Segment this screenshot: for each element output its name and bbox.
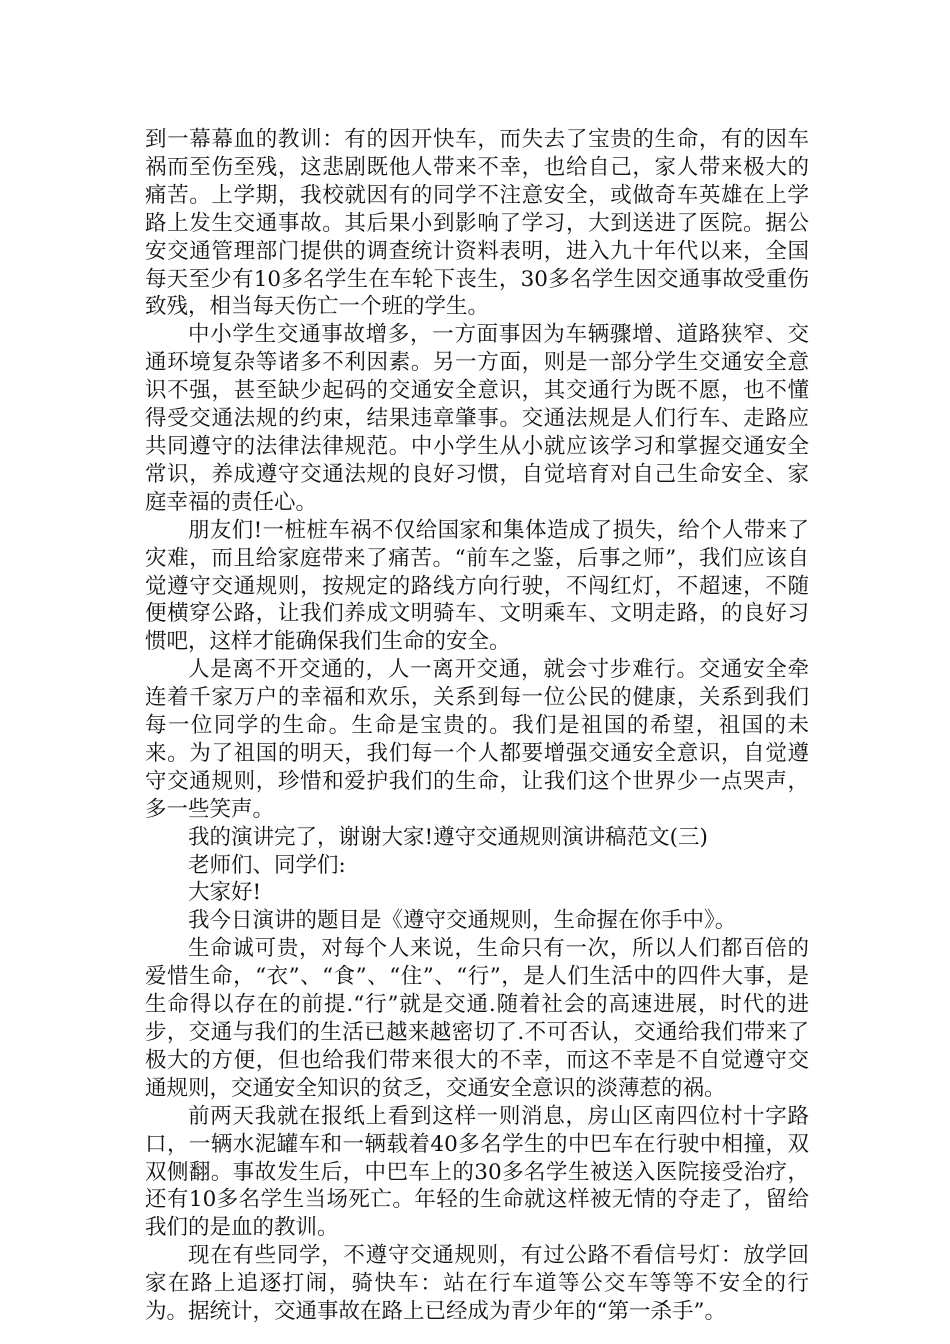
paragraph: 前两天我就在报纸上看到这样一则消息，房山区南四位村十字路口，一辆水泥罐车和一辆载着40多名学生的中巴车在行驶中相撞，双双侧翻。事故发生后，中巴车上的30多名学生被送入医院接受治疗，还有10多名学生当场死亡。年轻的生命就这样被无情的夺走了，留给我们的是血的教训。 xyxy=(145,1103,809,1241)
paragraph: 中小学生交通事故增多，一方面事因为车辆骤增、道路狭窄、交通环境复杂等诸多不利因素。另一方面，则是一部分学生交通安全意识不强，甚至缺少起码的交通安全意识，其交通行为既不愿，也不懂得受交通法规的约束，结果违章肇事。交通法规是人们行车、走路应共同遵守的法律法律规范。中小学生从小就应该学习和掌握交通安全常识，养成遵守交通法规的良好习惯，自觉培育对自己生命安全、家庭幸福的责任心。 xyxy=(145,322,809,515)
paragraph: 我的演讲完了，谢谢大家!遵守交通规则演讲稿范文(三) xyxy=(188,824,708,850)
paragraph: 朋友们!一桩桩车祸不仅给国家和集体造成了损失，给个人带来了灾难，而且给家庭带来了痛苦。“前车之鉴，后事之师”，我们应该自觉遵守交通规则，按规定的路线方向行驶，不闯红灯，不超速，不随便横穿公路，让我们养成文明骑车、文明乘车、文明走路，的良好习惯吧，这样才能确保我们生命的安全。 xyxy=(145,517,809,655)
paragraph: 大家好! xyxy=(188,880,262,906)
paragraph: 到一幕幕血的教训：有的因开快车，而失去了宝贵的生命，有的因车祸而至伤至残，这悲剧既他人带来不幸，也给自己，家人带来极大的痛苦。上学期，我校就因有的同学不注意安全，或做奇车英雄在上学路上发生交通事故。其后果小到影响了学习，大到送进了医院。据公安交通管理部门提供的调查统计资料表明，进入九十年代以来，全国每天至少有10多名学生在车轮下丧生，30多名学生因交通事故受重伤致残，相当每天伤亡一个班的学生。 xyxy=(145,127,809,320)
document-body xyxy=(145,126,809,1326)
paragraph: 人是离不开交通的，人一离开交通，就会寸步难行。交通安全牵连着千家万户的幸福和欢乐，关系到每一位公民的健康，关系到我们每一位同学的生命。生命是宝贵的。我们是祖国的希望，祖国的未来。为了祖国的明天，我们每一个人都要增强交通安全意识，自觉遵守交通规则，珍惜和爱护我们的生命，让我们这个世界少一点哭声，多一些笑声。 xyxy=(145,657,809,822)
paragraph: 老师们、同学们: xyxy=(188,852,346,878)
paragraph: 现在有些同学，不遵守交通规则，有过公路不看信号灯：放学回家在路上追逐打闹，骑快车：站在行车道等公交车等等不安全的行为。据统计，交通事故在路上已经成为青少年的“第一杀手”。 xyxy=(145,1243,809,1325)
paragraph: 生命诚可贵，对每个人来说，生命只有一次，所以人们都百倍的爱惜生命，“衣”、“食”、“住”、“行”，是人们生活中的四件大事，是生命得以存在的前提.“行”就是交通.随着社会的高速进展，时代的进步，交通与我们的生活已越来越密切了.不可否认，交通给我们带来了极大的方便，但也给我们带来很大的不幸，而这不幸是不自觉遵守交通规则，交通安全知识的贫乏，交通安全意识的淡薄惹的祸。 xyxy=(145,936,809,1101)
paragraph: 我今日演讲的题目是《遵守交通规则，生命握在你手中》。 xyxy=(188,908,737,934)
